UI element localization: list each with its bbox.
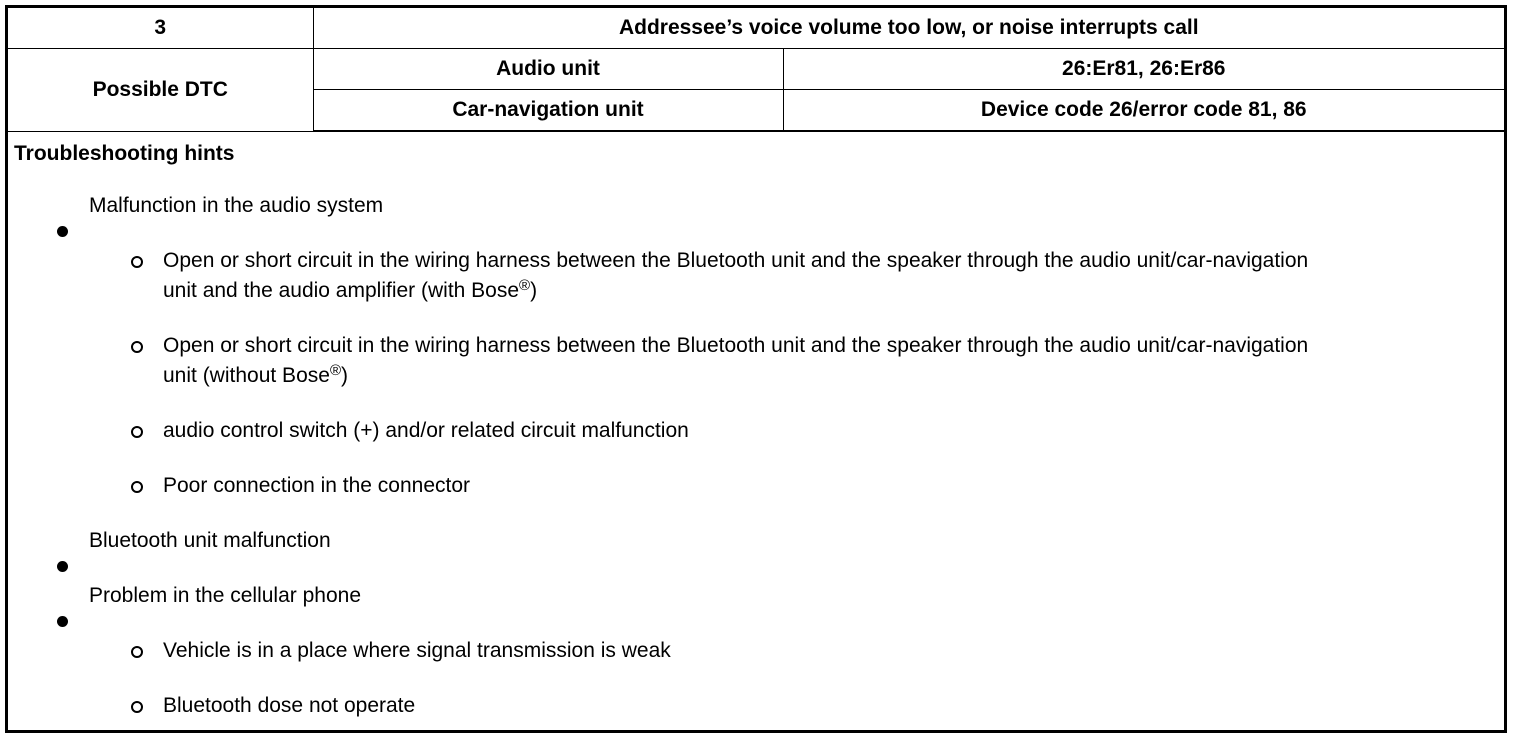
possible-dtc-label: Possible DTC — [8, 49, 313, 132]
hint-subitem — [8, 331, 1504, 391]
dtc-unit-audio: Audio unit — [313, 49, 783, 90]
subitem-text: Open or short circuit in the wiring harness between the Bluetooth unit and the speaker through the audio unit/car-navigation unit and the audio amplifier (with Bose — [163, 249, 1309, 302]
bullet-dot-icon — [57, 561, 68, 572]
dtc-code-navigation: Device code 26/error code 81, 86 — [783, 90, 1504, 132]
bullet-dot-icon — [57, 226, 68, 237]
bullet-ring-icon — [131, 701, 143, 713]
document-frame — [5, 5, 1507, 733]
symptom-header-table — [8, 8, 1504, 132]
bullet-dot-icon — [57, 616, 68, 627]
hint-subitem — [8, 416, 1504, 446]
subitem-text: Bluetooth dose not operate — [163, 694, 416, 717]
hint-item — [8, 191, 1504, 501]
hint-text: Bluetooth unit malfunction — [89, 529, 331, 552]
registered-mark: ® — [329, 362, 341, 379]
dtc-row — [8, 49, 1504, 90]
hint-subitems — [8, 246, 1504, 501]
hint-item — [8, 581, 1504, 721]
hint-subitem — [8, 636, 1504, 666]
subitem-text: Open or short circuit in the wiring harness between the Bluetooth unit and the speaker through the audio unit/car-navigation unit (without Bose — [163, 334, 1309, 387]
troubleshooting-hints-title: Troubleshooting hints — [14, 142, 235, 165]
hint-subitem — [8, 246, 1504, 306]
hints-list — [8, 191, 1504, 721]
hint-item — [8, 526, 1504, 556]
symptom-row — [8, 8, 1504, 49]
hint-subitem — [8, 691, 1504, 721]
dtc-unit-navigation: Car-navigation unit — [313, 90, 783, 132]
bullet-ring-icon — [131, 256, 143, 268]
subitem-text: Poor connection in the connector — [163, 474, 471, 497]
subitem-suffix: ) — [341, 364, 348, 387]
bullet-ring-icon — [131, 341, 143, 353]
bullet-ring-icon — [131, 426, 143, 438]
hint-subitems — [8, 636, 1504, 721]
subitem-suffix: ) — [530, 279, 538, 302]
symptom-number: 3 — [8, 8, 313, 49]
subitem-text: audio control switch (+) and/or related circuit malfunction — [163, 419, 689, 442]
hint-text: Malfunction in the audio system — [89, 194, 384, 217]
bullet-ring-icon — [131, 481, 143, 493]
subitem-text: Vehicle is in a place where signal transmission is weak — [163, 639, 671, 662]
hint-subitem — [8, 471, 1504, 501]
dtc-code-audio: 26:Er81, 26:Er86 — [783, 49, 1504, 90]
registered-mark: ® — [519, 277, 531, 294]
bullet-ring-icon — [131, 646, 143, 658]
hint-text: Problem in the cellular phone — [89, 584, 361, 607]
symptom-title: Addressee’s voice volume too low, or noise interrupts call — [313, 8, 1504, 49]
